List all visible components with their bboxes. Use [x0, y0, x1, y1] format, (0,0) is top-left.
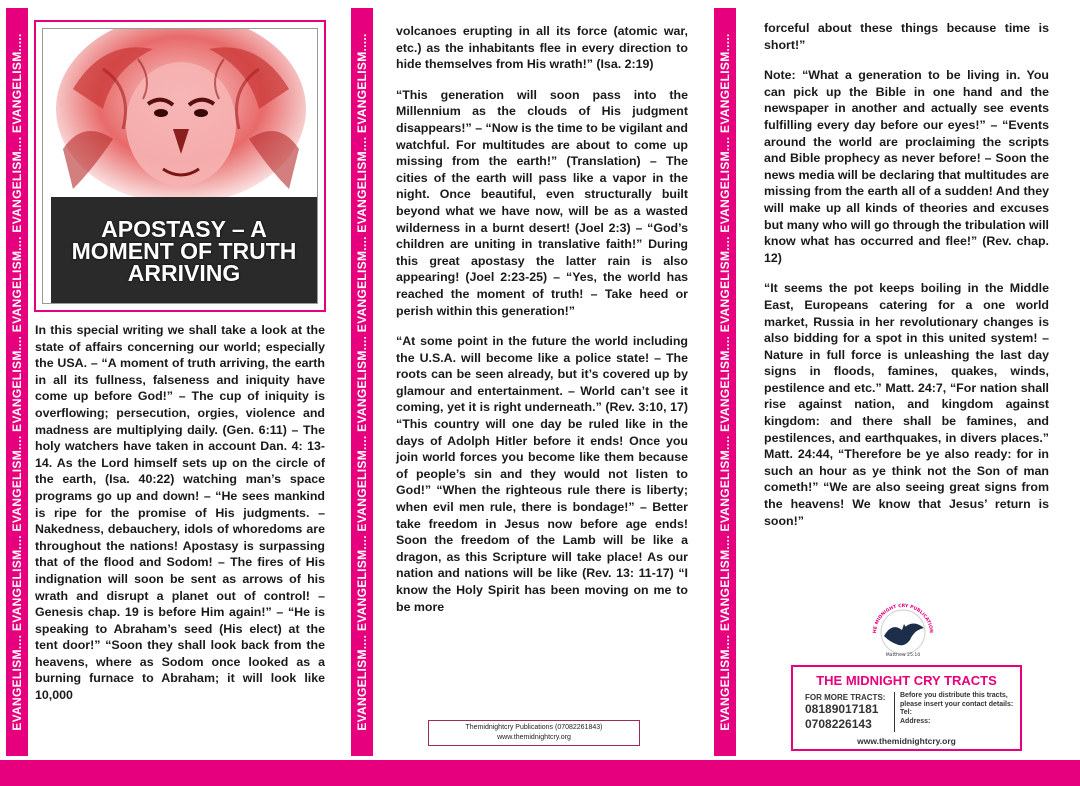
- column-1-body: [35, 322, 325, 718]
- logo-ring-text: HE MIDNIGHT CRY PUBLICATION: [872, 603, 934, 634]
- lion-illustration: [43, 29, 318, 219]
- tracts-phones: [805, 693, 885, 732]
- address-label: Address:: [900, 717, 931, 725]
- tracts-heading: THE MIDNIGHT CRY TRACTS: [816, 673, 997, 688]
- cover-title-box: [51, 197, 317, 304]
- bottom-bar: [0, 760, 1080, 786]
- side-strip-middle-left: [351, 8, 373, 756]
- cover-image: [42, 28, 318, 304]
- strip-text: EVANGELISM.... EVANGELISM.... EVANGELISM.... EVANGELISM.... EVANGELISM.... EVANGELISM.... EVANGELISM.....: [355, 33, 369, 731]
- tracts-divider: [894, 692, 895, 732]
- tracts-contact-box: [791, 665, 1022, 751]
- column-3-paragraph-2: Note: “What a generation to be living in. You can pick up the Bible in one hand and the newspaper in another and actually see events fulfilling every day before our eyes!” – “Events around the world are proclaiming the scripts and Bible prophecy as never before! – Soon the news media will be declaring that multitudes are missing from the earth all of a sudden! And they will make up all kinds of theories and excuses but many who will go through the tribulation will know what has occurred and flee!” (Rev. chap. 12): [764, 68, 1049, 265]
- tracts-contact-note: [900, 692, 1018, 726]
- cover-title: APOSTASY – A MOMENT OF TRUTH ARRIVING: [71, 216, 297, 286]
- column-1-text: In this special writing we shall take a look at the state of affairs concerning our world; especially the USA. – “A moment of truth arriving, the earth in all its fullness, falseness and iniquity have come up before God!” – The cup of iniquity is overflowing; persecution, orgies, violence and madness are multiplying daily. (Gen. 6:11) – The holy watchers have taken in account Dan. 4: 13-14. As the Lord himself sets up on the circle of the earth, (Isa. 40:22) watching man’s space programs go up and down! – “He sees mankind is ripe for the promise of His judgments. – Nakedness, debauchery, idols of whoredoms are throughout the nations! Apostasy is surpassing that of the flood and Sodom! – The fires of His indignation will soon be sent as arrows of his wrath and disrupt a planet out of control! – Genesis chap. 19 is before Him again!” – “He is speaking to Abraham’s seed (His elect) at the tent door!” “Soon they shall look back from the heavens, where as Sodom once looked as a burning furnace to Abraham; it will look like 10,000: [35, 323, 325, 703]
- column-3-body: [764, 20, 1049, 543]
- column-2-body: [396, 23, 688, 629]
- column-2-paragraph-2: “This generation will soon pass into the Millennium as the clouds of His judgment disappears!” – “Now is the time to be vigilant and watchful. For multitudes are about to come up missing from the earth!” (Translation) – The cities of the earth will pass like a vapor in the night. Once beautiful, even structurally built beyond what we have now, will be as a wasted wilderness in a burnt desert! (Joel 2:3) – “God’s children are uniting in translative faith!” During this great apostasy the latter rain is also appearing! (Joel 2:23-25) – “Yes, the world has reached the moment of truth! – Take heed or perish within this generation!”: [396, 87, 688, 318]
- column-2-paragraph-3: “At some point in the future the world including the U.S.A. will become like a police state! – The roots can be seen already, but it’s covered up by glamour and entertainment. – World can’t see it coming, yet it is right underneath.” (Rev. 3:10, 17) “This country will one day be ruled like in the days of Adolph Hitler before it ends! Once you join world forces you become like them because of people’s sin and they would not listen to God!” “When the righteous rule there is liberty; when evil men rule, there is bondage!” – Better take freedom in Jesus now before age ends! Soon the freedom of the Lamb will be like a dragon, as this Scripture will take place! As our nation and nations will be like (Rev. 13: 11-17) “I know the Holy Spirit has been moving on me to be more: [396, 334, 688, 614]
- column-2-paragraph-1: volcanoes erupting in all its force (atomic war, etc.) as the inhabitants flee in every direction to hide themselves from His wrath!” (Isa. 2:19): [396, 24, 688, 72]
- cover-frame: [34, 20, 326, 312]
- publisher-footer: [428, 720, 640, 746]
- phone-2[interactable]: 0708226143: [805, 717, 872, 731]
- publications-logo: [868, 600, 938, 660]
- column-3-paragraph-3: “It seems the pot keeps boiling in the Middle East, Europeans catering for a one world market, Russia in her revolutionary changes is also bidding for a spot in this united system! – Nature in full force is unleashing the last day signs in floods, famines, quakes, winds, pestilence and etc.” Matt. 24:7, “For nation shall rise against nation, and kingdom against kingdom: and there shall be famines, and pestilences, and earthquakes, in divers places.” Matt. 24:44, “Therefore be ye also ready: for in such an hour as ye think not the Son of man cometh!” “We are also seeing great signs from the heavens! We know that Jesus’ return is soon!”: [764, 281, 1049, 528]
- distribute-note: Before you distribute this tracts, please insert your contact details:: [900, 692, 1014, 708]
- side-strip-left: [6, 8, 28, 756]
- logo-verse: Matthew 25:10: [885, 653, 921, 658]
- phone-1[interactable]: 08189017181: [805, 702, 879, 716]
- strip-text: EVANGELISM.... EVANGELISM.... EVANGELISM.... EVANGELISM.... EVANGELISM.... EVANGELISM.... EVANGELISM.....: [718, 33, 732, 731]
- publisher-website: www.themidnightcry.org: [497, 734, 571, 741]
- tracts-website[interactable]: www.themidnightcry.org: [857, 736, 956, 746]
- eagle-icon: [868, 600, 938, 660]
- side-strip-middle-right: [714, 8, 736, 756]
- column-3-paragraph-1: forceful about these things because time is short!”: [764, 21, 1049, 52]
- strip-text: EVANGELISM.... EVANGELISM.... EVANGELISM.... EVANGELISM.... EVANGELISM.... EVANGELISM.... EVANGELISM.....: [10, 33, 24, 731]
- for-more-label: FOR MORE TRACTS:: [805, 693, 886, 702]
- tel-label: Tel:: [900, 709, 912, 716]
- publisher-line: Themidnightcry Publications (07082261843): [465, 724, 603, 731]
